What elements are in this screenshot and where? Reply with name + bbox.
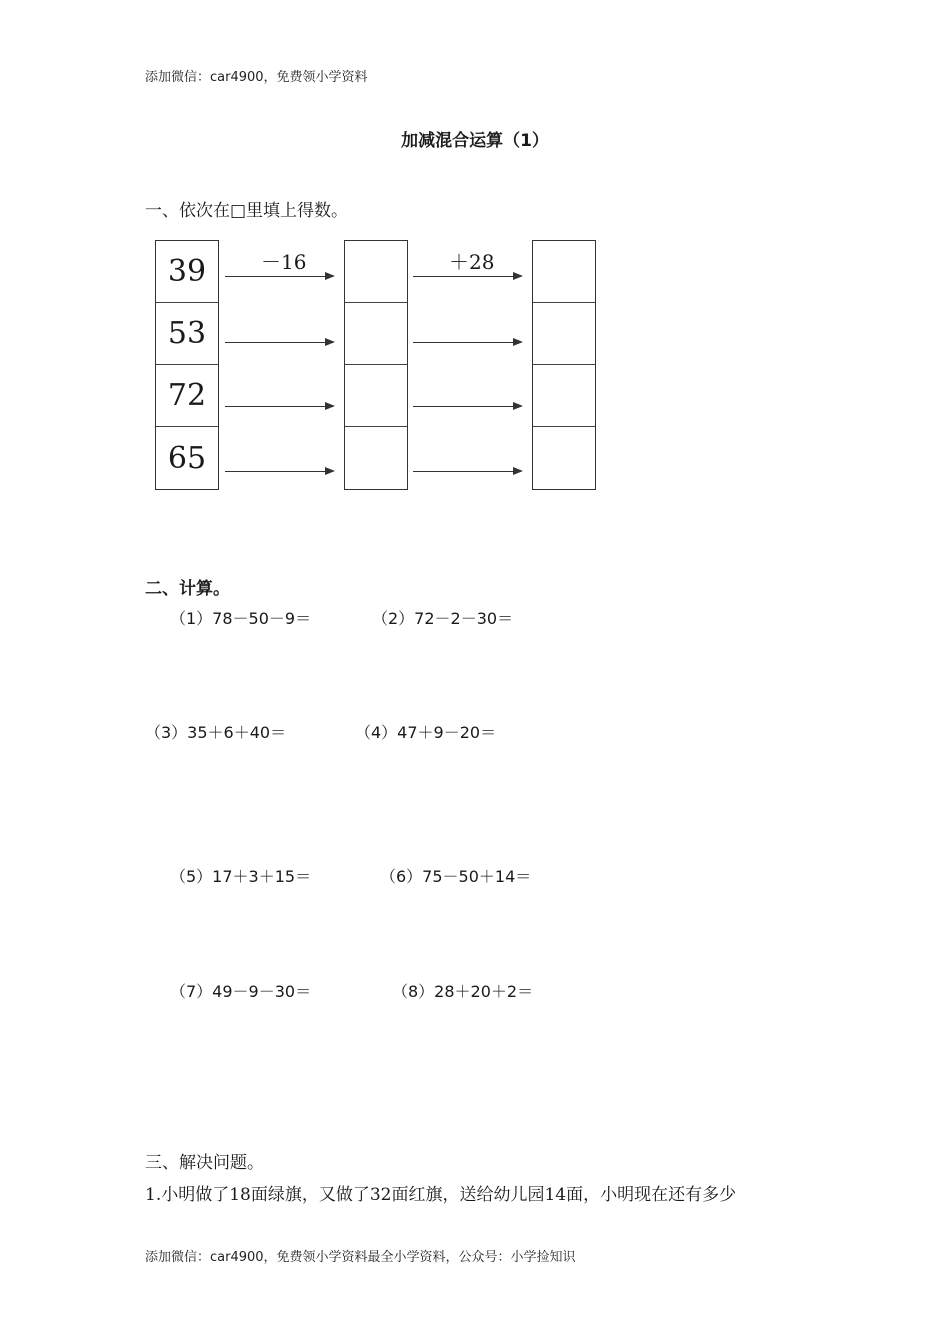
start-column <box>155 240 219 490</box>
end-column <box>532 240 596 490</box>
start-cell <box>156 365 218 427</box>
problem-5: （5）17＋3＋15＝ <box>170 867 312 886</box>
section1-heading: 一、依次在□里填上得数。 <box>145 201 349 221</box>
start-value: 72 <box>167 378 207 413</box>
start-value: 39 <box>167 254 207 289</box>
arrow-right-icon <box>225 276 333 277</box>
header-note: 添加微信：car4900，免费领小学资料 <box>145 70 368 85</box>
arrow-right-icon <box>413 276 521 277</box>
problem-7: （7）49－9－30＝ <box>170 982 312 1001</box>
answer-box[interactable] <box>345 427 407 489</box>
start-cell <box>156 241 218 303</box>
answer-box[interactable] <box>533 427 595 489</box>
word-problem-1: 1.小明做了18面绿旗，又做了32面红旗，送给幼儿园14面，小明现在还有多少 <box>145 1185 737 1205</box>
start-cell <box>156 427 218 489</box>
arrow-right-icon <box>225 471 333 472</box>
arrow-right-icon <box>413 342 521 343</box>
answer-box[interactable] <box>533 303 595 365</box>
start-value: 65 <box>167 440 207 476</box>
answer-box[interactable] <box>345 303 407 365</box>
op2-label: ＋28 <box>449 250 495 274</box>
op1-label: －16 <box>261 250 307 274</box>
answer-box[interactable] <box>345 365 407 427</box>
answer-box[interactable] <box>533 241 595 303</box>
answer-box[interactable] <box>533 365 595 427</box>
arrow-right-icon <box>225 406 333 407</box>
problem-1: （1）78－50－9＝ <box>170 609 312 628</box>
problem-6: （6）75－50＋14＝ <box>380 867 532 886</box>
start-cell <box>156 303 218 365</box>
answer-box[interactable] <box>345 241 407 303</box>
problem-8: （8）28＋20＋2＝ <box>392 982 534 1001</box>
problem-2: （2）72－2－30＝ <box>372 609 514 628</box>
arrow-right-icon <box>413 406 521 407</box>
page-title: 加减混合运算（1） <box>401 131 549 151</box>
start-value: 53 <box>167 316 207 351</box>
middle-column <box>344 240 408 490</box>
problem-3: （3）35＋6＋40＝ <box>145 723 287 742</box>
arrow-right-icon <box>413 471 521 472</box>
section3-heading: 三、解决问题。 <box>145 1153 264 1173</box>
footer-note: 添加微信：car4900，免费领小学资料最全小学资料，公众号：小学捡知识 <box>145 1250 576 1265</box>
arrow-diagram <box>155 236 600 496</box>
section2-heading: 二、计算。 <box>145 579 230 599</box>
problem-4: （4）47＋9－20＝ <box>355 723 497 742</box>
arrow-right-icon <box>225 342 333 343</box>
